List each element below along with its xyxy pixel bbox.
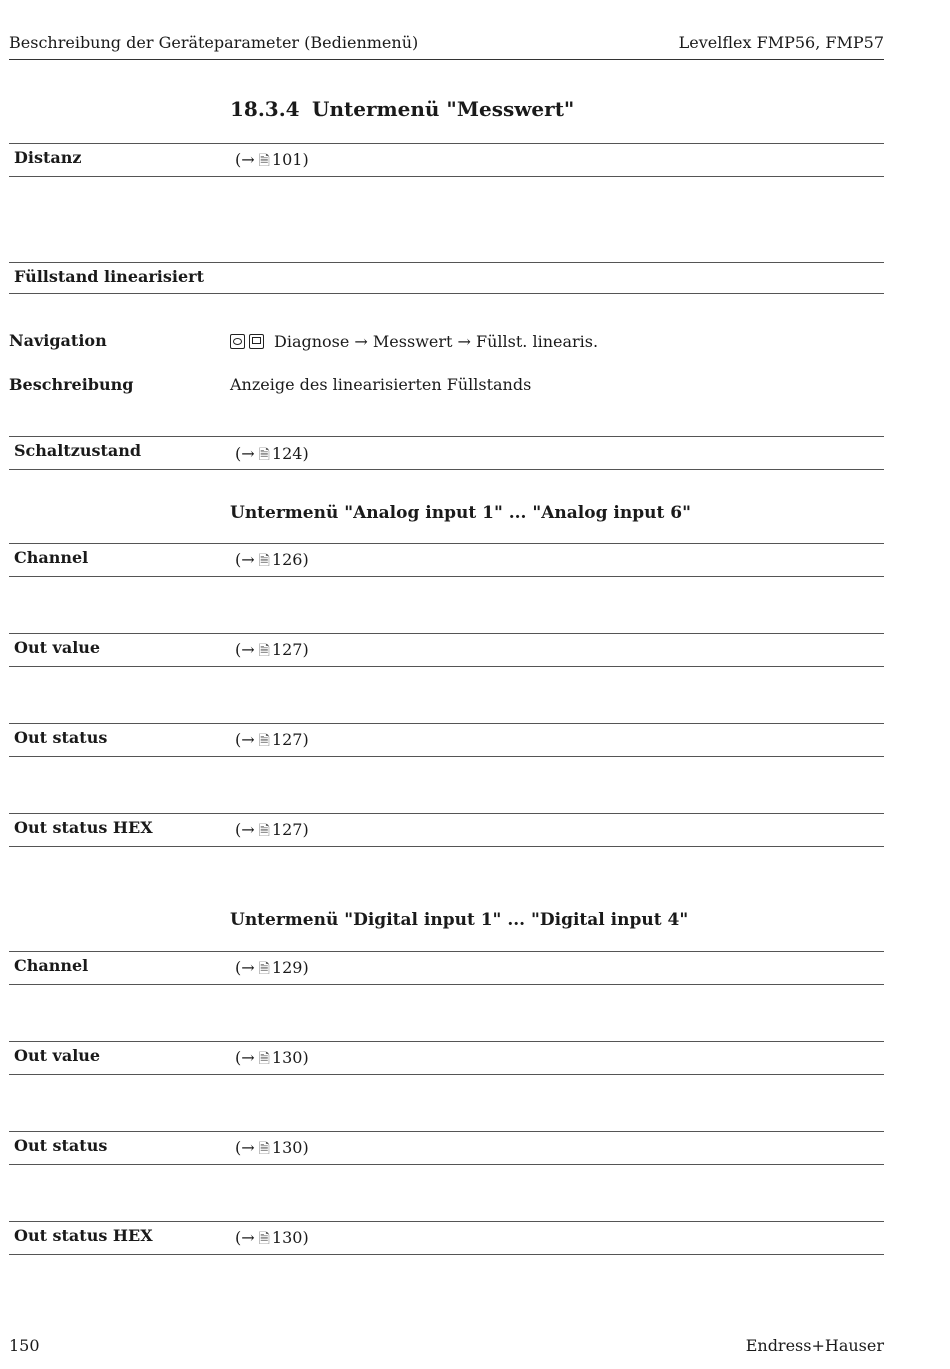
- row-rule: [9, 143, 884, 144]
- row-rule: [9, 1041, 884, 1042]
- row-rule: [9, 1221, 884, 1222]
- param-label-out-status-hex: Out status HEX: [14, 818, 153, 837]
- param-label-out-status: Out status: [14, 1136, 108, 1155]
- param-label-out-status-hex: Out status HEX: [14, 1226, 153, 1245]
- page-reference[interactable]: (→ 🗎 127): [235, 640, 309, 664]
- page-icon: 🗎: [258, 1051, 270, 1067]
- page-icon: 🗎: [258, 1231, 270, 1247]
- display-icon: [230, 334, 245, 349]
- row-rule: [9, 846, 884, 847]
- running-header-left: Beschreibung der Geräteparameter (Bedienmenü): [9, 33, 419, 52]
- page-reference[interactable]: (→ 🗎 129): [235, 958, 309, 982]
- row-rule: [9, 1131, 884, 1132]
- page-reference[interactable]: (→ 🗎 126): [235, 550, 309, 574]
- row-rule: [9, 262, 884, 263]
- row-rule: [9, 813, 884, 814]
- param-label-distanz: Distanz: [14, 148, 82, 167]
- page-icon: 🗎: [258, 823, 270, 839]
- row-rule: [9, 951, 884, 952]
- page-reference[interactable]: (→ 🗎 130): [235, 1228, 309, 1252]
- row-rule: [9, 756, 884, 757]
- page-icon: 🗎: [258, 961, 270, 977]
- page-reference[interactable]: (→ 🗎 130): [235, 1048, 309, 1072]
- page-icon: 🗎: [258, 153, 270, 169]
- page-reference[interactable]: (→ 🗎 124): [235, 444, 309, 468]
- section-title: [230, 97, 574, 121]
- page-reference[interactable]: (→ 🗎 130): [235, 1138, 309, 1162]
- submenu-title-digital: Untermenü "Digital input 1" ... "Digital input 4": [230, 910, 689, 930]
- page-icon: 🗎: [258, 733, 270, 749]
- navigation-path: Diagnose → Messwert → Füllst. linearis.: [230, 332, 598, 351]
- row-rule: [9, 176, 884, 177]
- row-rule: [9, 543, 884, 544]
- page-icon: 🗎: [258, 447, 270, 463]
- row-rule: [9, 1164, 884, 1165]
- row-rule: [9, 1074, 884, 1075]
- row-rule: [9, 293, 884, 294]
- param-label-out-value: Out value: [14, 638, 101, 657]
- param-label-schaltzustand: Schaltzustand: [14, 441, 142, 460]
- navigation-label: Navigation: [9, 331, 107, 350]
- page-number: 150: [9, 1336, 40, 1355]
- page-reference[interactable]: (→ 🗎 127): [235, 730, 309, 754]
- row-rule: [9, 666, 884, 667]
- section-number: 18.3.4: [230, 97, 300, 121]
- param-label-channel: Channel: [14, 956, 89, 975]
- page-reference[interactable]: (→ 🗎 127): [235, 820, 309, 844]
- row-rule: [9, 576, 884, 577]
- param-label-fuellstand: Füllstand linearisiert: [14, 267, 204, 286]
- running-header-right: Levelflex FMP56, FMP57: [678, 33, 884, 52]
- row-rule: [9, 633, 884, 634]
- param-label-channel: Channel: [14, 548, 89, 567]
- beschreibung-label: Beschreibung: [9, 375, 134, 394]
- row-rule: [9, 1254, 884, 1255]
- footer-brand: Endress+Hauser: [745, 1336, 884, 1355]
- page-reference[interactable]: (→ 🗎 101): [235, 150, 309, 174]
- page-icon: 🗎: [258, 553, 270, 569]
- row-rule: [9, 436, 884, 437]
- section-heading: Untermenü "Messwert": [312, 97, 575, 121]
- row-rule: [9, 984, 884, 985]
- page-icon: 🗎: [258, 1141, 270, 1157]
- beschreibung-text: Anzeige des linearisierten Füllstands: [230, 375, 532, 394]
- row-rule: [9, 723, 884, 724]
- param-label-out-status: Out status: [14, 728, 108, 747]
- submenu-title-analog: Untermenü "Analog input 1" ... "Analog input 6": [230, 503, 691, 523]
- row-rule: [9, 469, 884, 470]
- operating-tool-icon: [249, 334, 264, 349]
- page-icon: 🗎: [258, 643, 270, 659]
- header-rule: [9, 59, 884, 60]
- param-label-out-value: Out value: [14, 1046, 101, 1065]
